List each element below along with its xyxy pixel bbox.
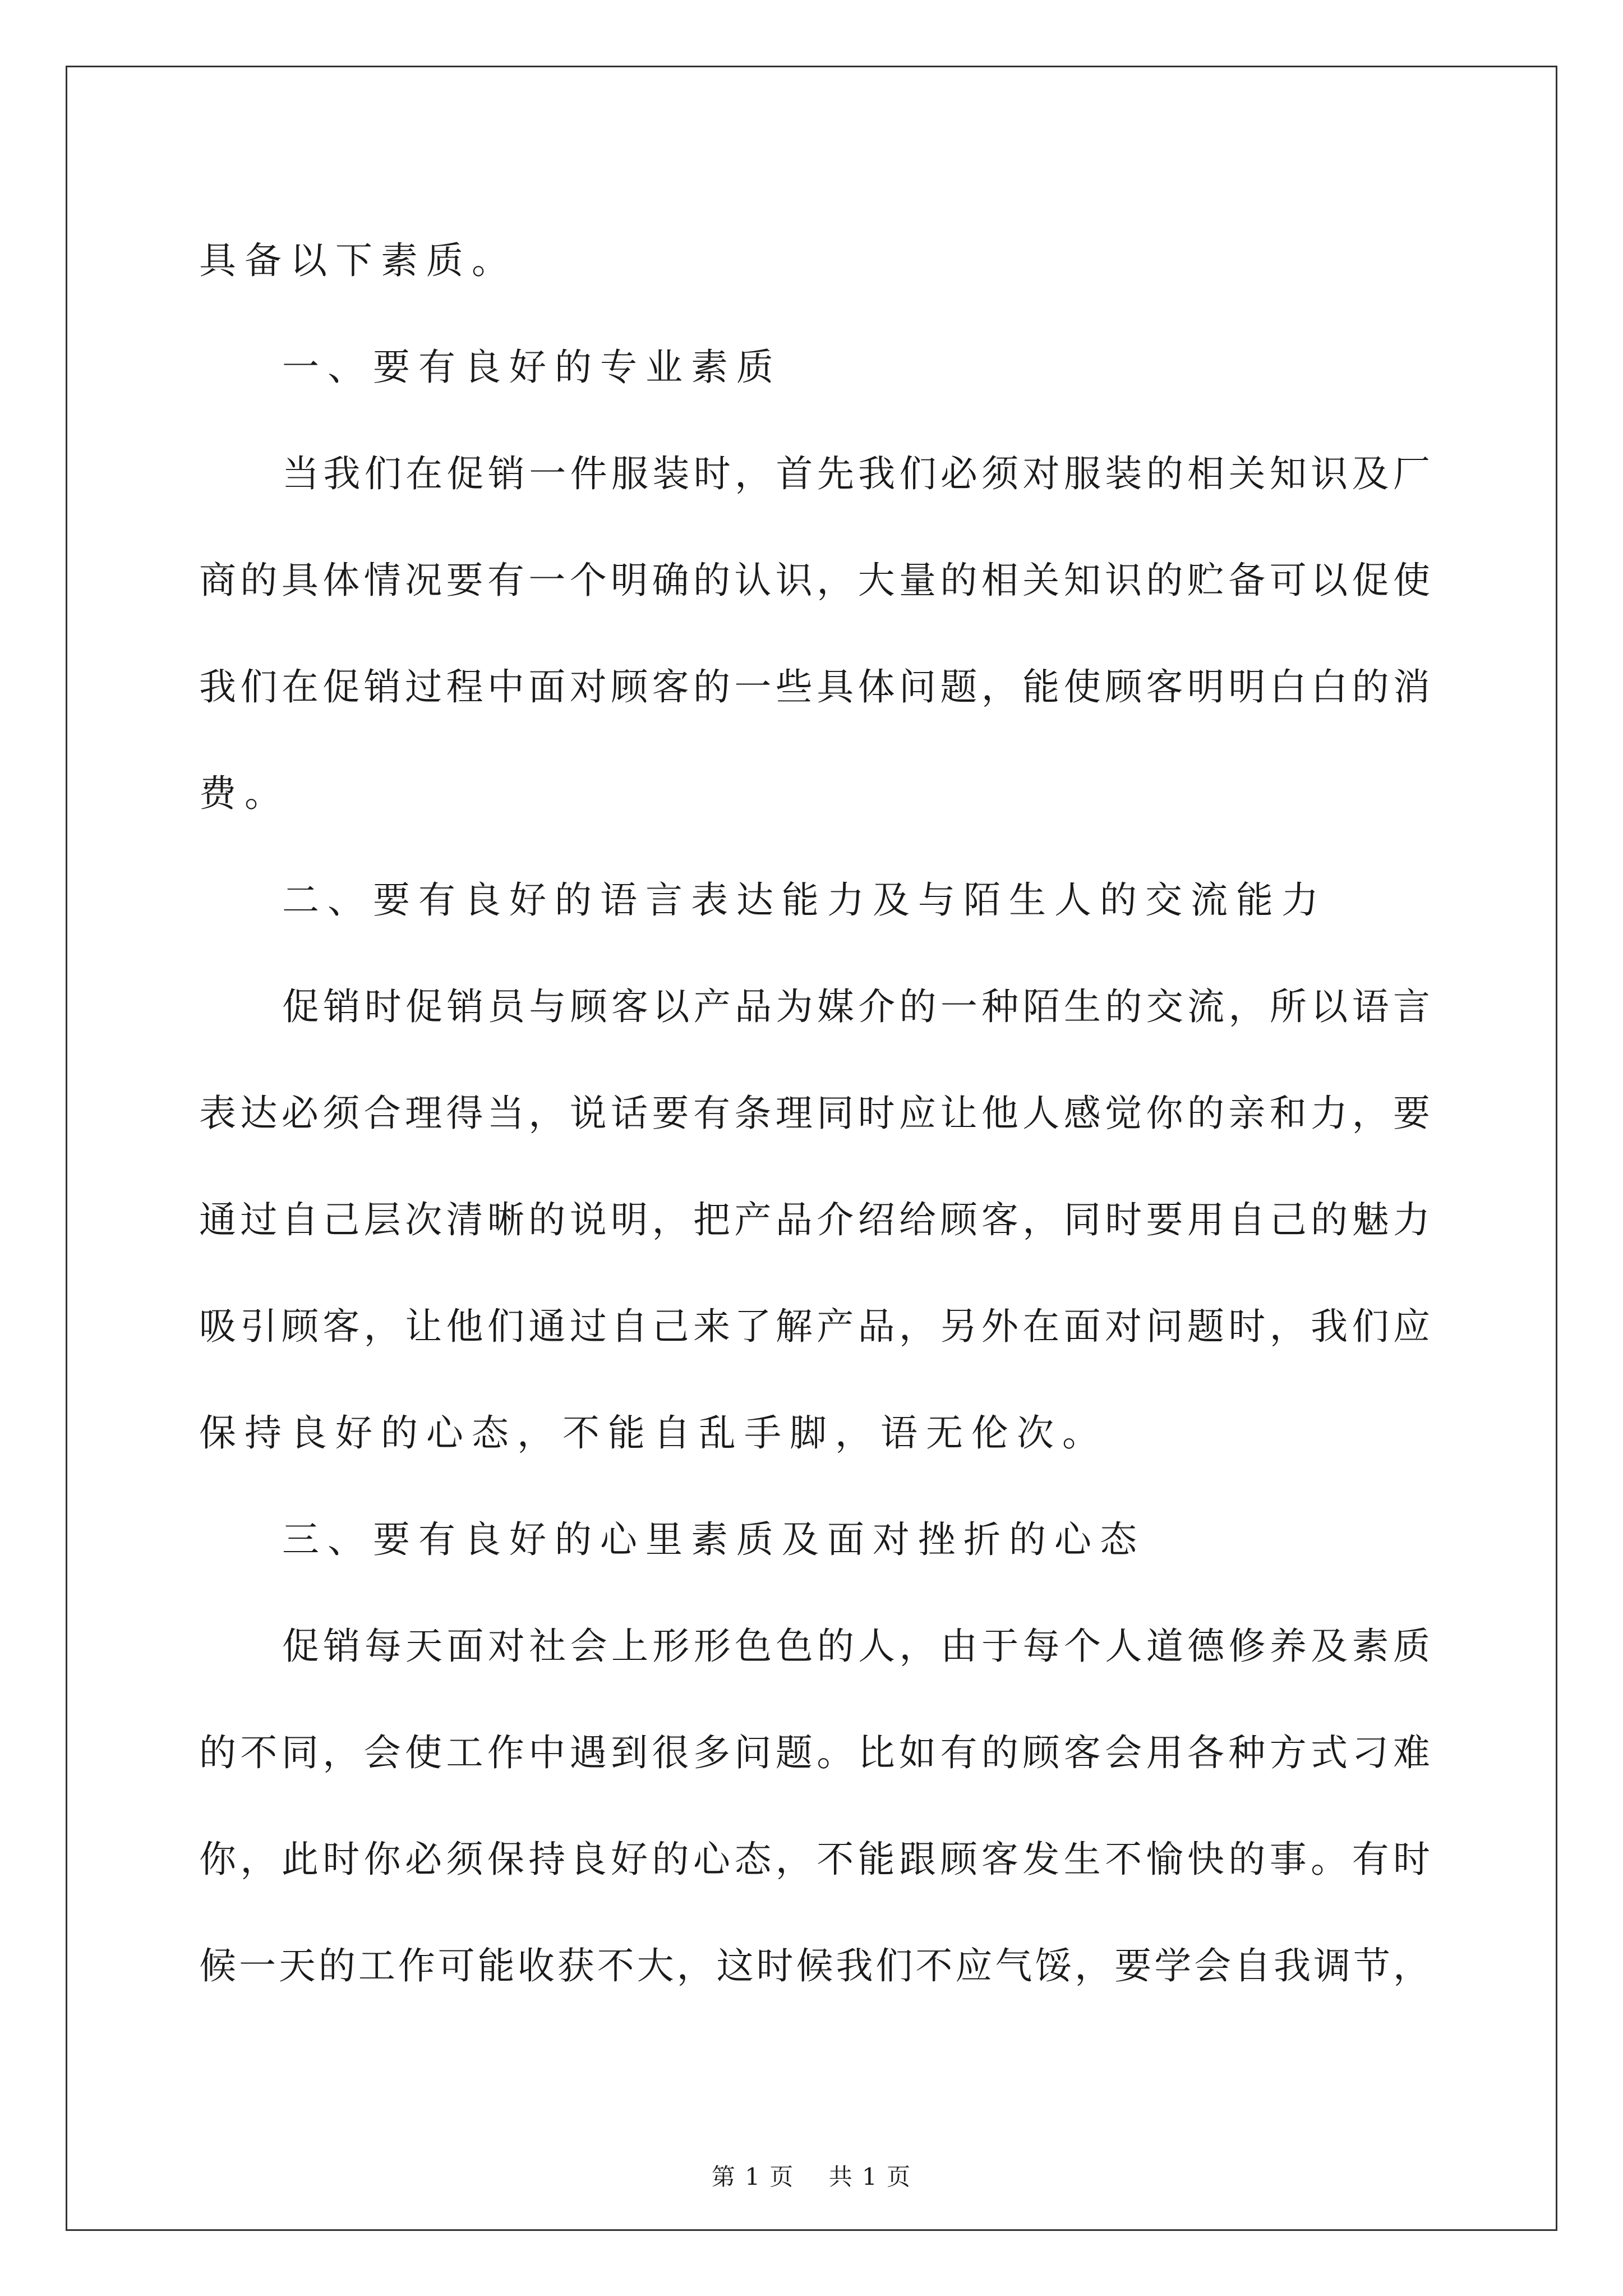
paragraph-line: 的不同，会使工作中遇到很多问题。比如有的顾客会用各种方式刁难 [199, 1731, 1430, 1774]
paragraph-line: 吸引顾客，让他们通过自己来了解产品，另外在面对问题时，我们应 [199, 1305, 1430, 1348]
paragraph-line: 具备以下素质。 [199, 239, 517, 282]
paragraph-line: 你，此时你必须保持良好的心态，不能跟顾客发生不愉快的事。有时 [199, 1838, 1430, 1881]
paragraph-line: 商的具体情况要有一个明确的认识，大量的相关知识的贮备可以促使 [199, 559, 1430, 602]
paragraph-line: 表达必须合理得当，说话要有条理同时应让他人感觉你的亲和力，要 [199, 1092, 1430, 1135]
paragraph-line: 促销时促销员与顾客以产品为媒介的一种陌生的交流，所以语言 [282, 985, 1430, 1028]
document-body [199, 208, 1430, 2019]
paragraph-line: 候一天的工作可能收获不大，这时候我们不应气馁，要学会自我调节， [199, 1944, 1430, 1987]
paragraph-line: 促销每天面对社会上形形色色的人，由于每个人道德修养及素质 [282, 1625, 1430, 1668]
paragraph-line: 保持良好的心态，不能自乱手脚，语无伦次。 [199, 1411, 1108, 1455]
paragraph-line: 当我们在促销一件服装时，首先我们必须对服装的相关知识及厂 [282, 452, 1430, 495]
section-heading-1: 一、要有良好的专业素质 [282, 346, 782, 389]
paragraph-line: 我们在促销过程中面对顾客的一些具体问题，能使顾客明明白白的消 [199, 665, 1430, 708]
paragraph-line: 通过自己层次清晰的说明，把产品介绍给顾客，同时要用自己的魅力 [199, 1198, 1430, 1241]
section-heading-3: 三、要有良好的心里素质及面对挫折的心态 [282, 1518, 1145, 1561]
page-footer: 第 1 页 共 1 页 [711, 2163, 912, 2191]
paragraph-line: 费。 [199, 772, 290, 815]
section-heading-2: 二、要有良好的语言表达能力及与陌生人的交流能力 [282, 878, 1327, 922]
